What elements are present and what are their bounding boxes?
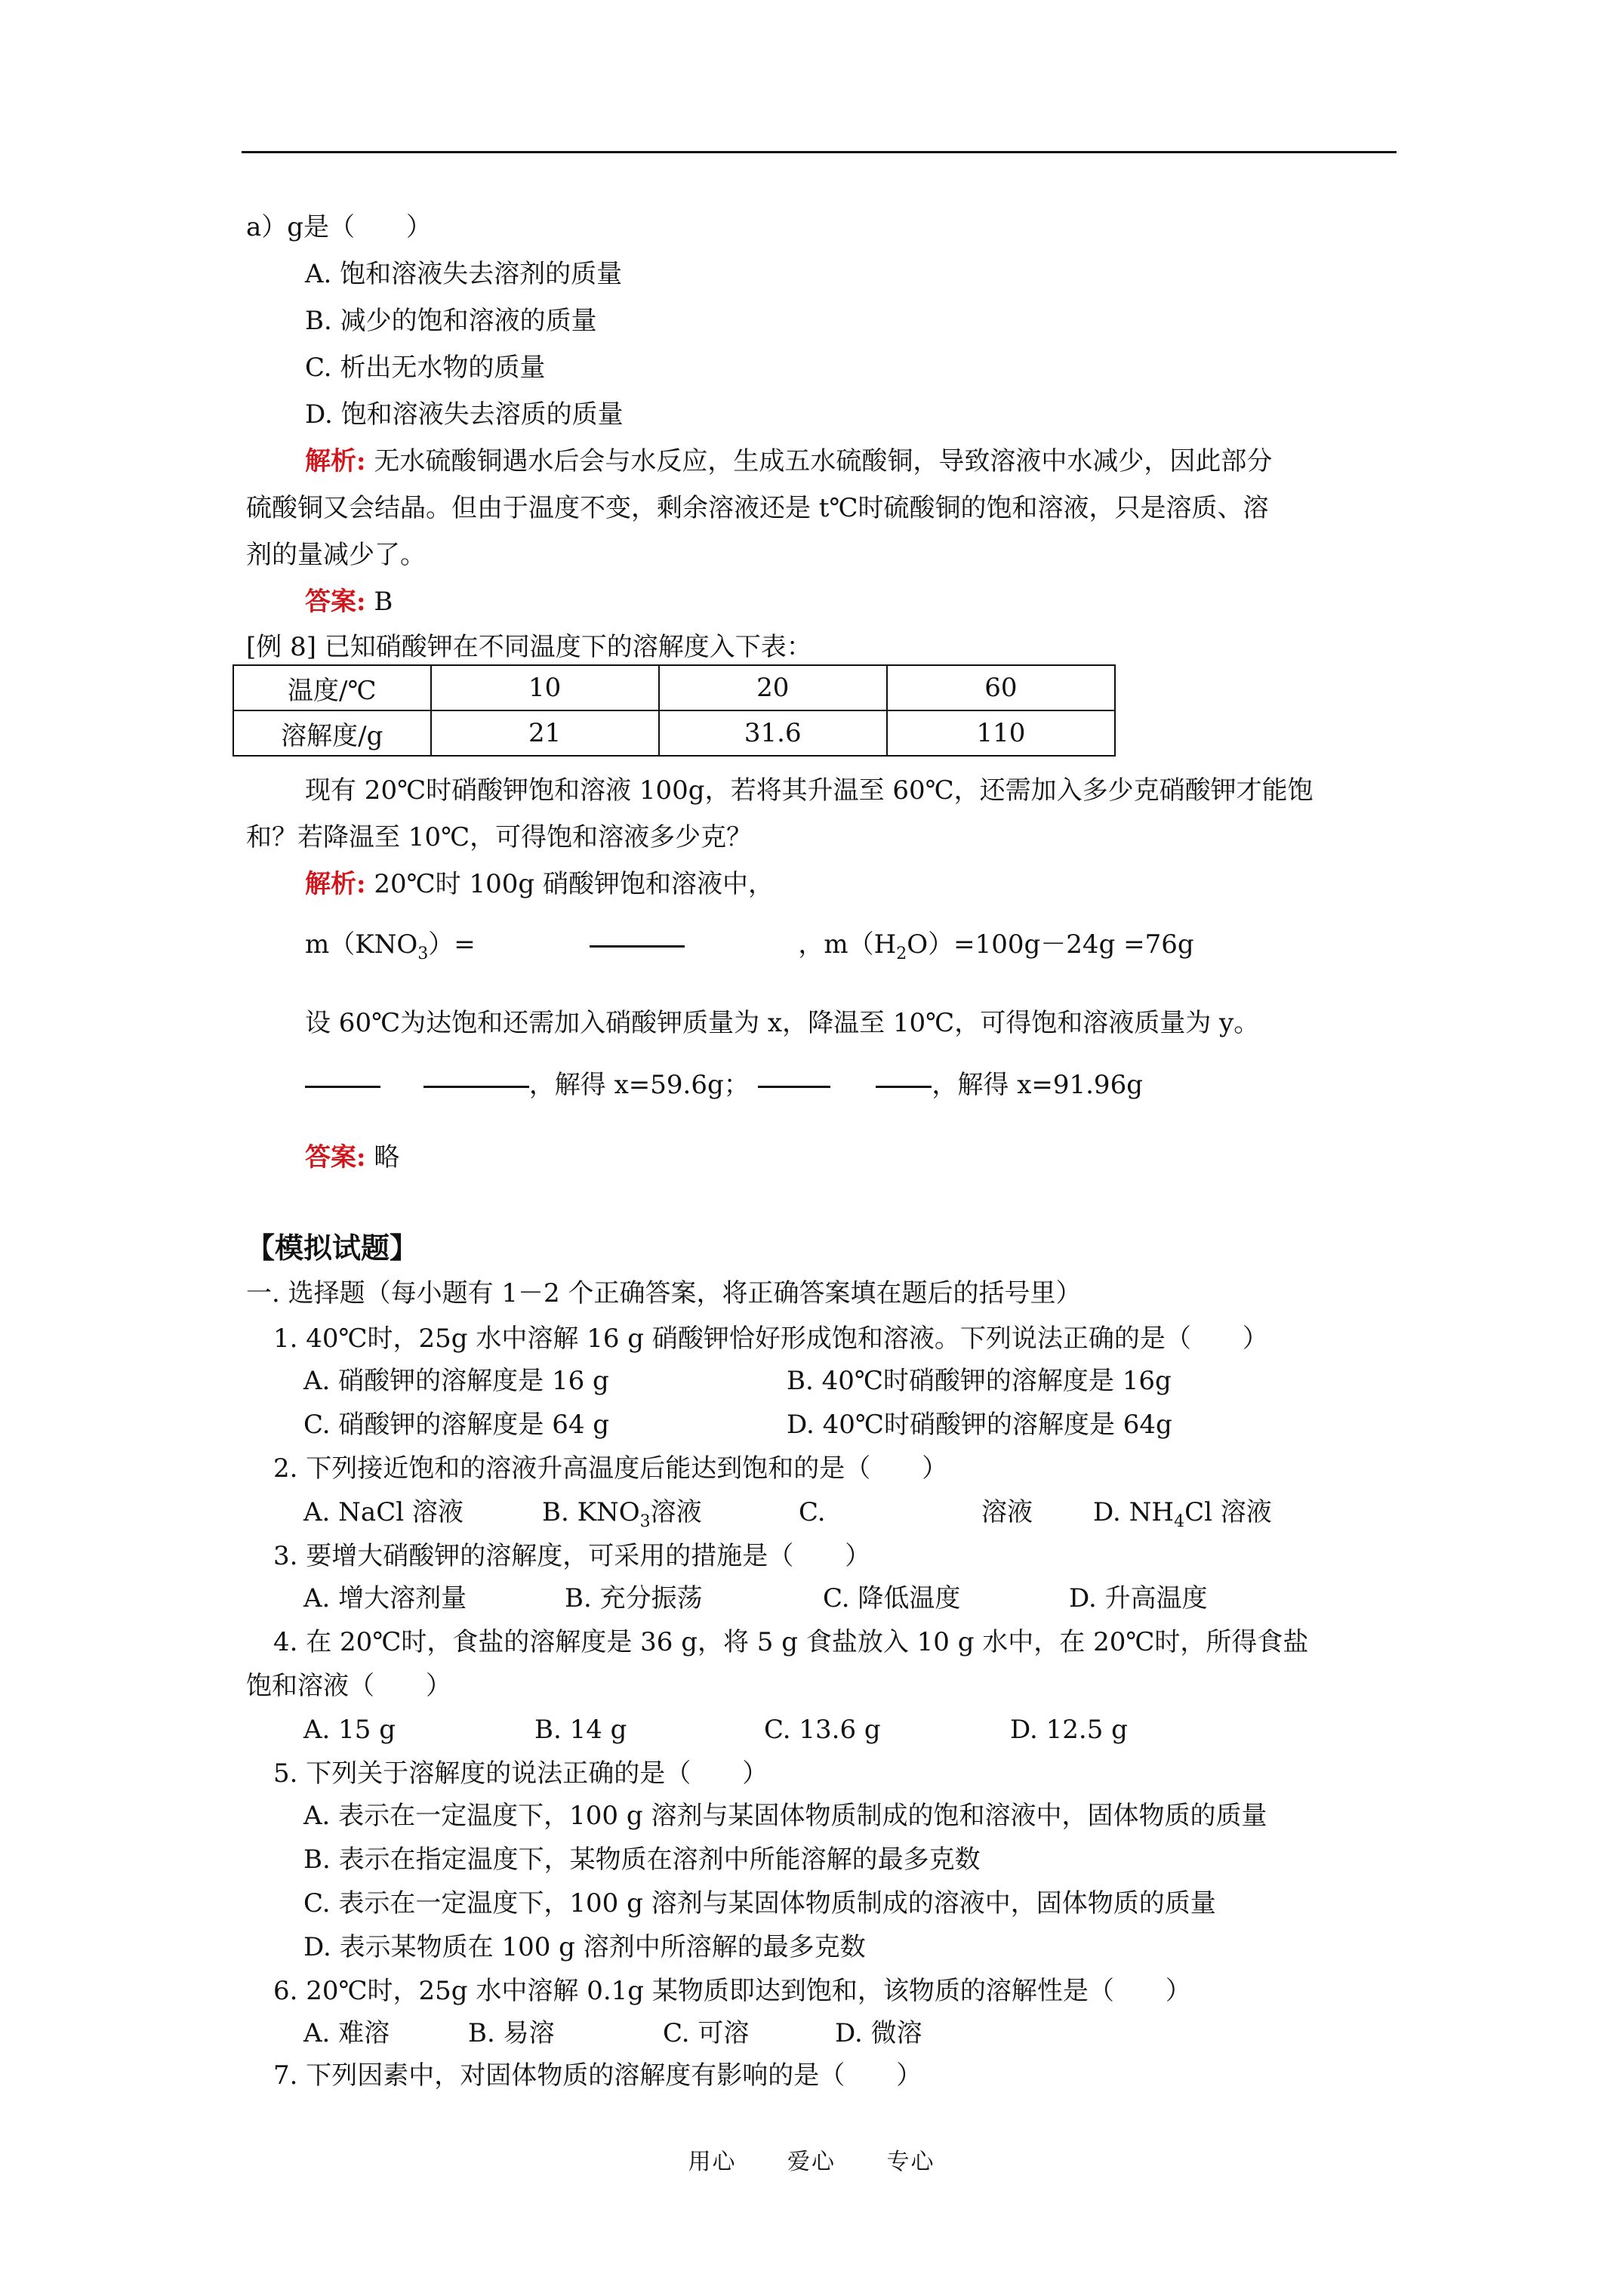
example-title: [例 8] 已知硝酸钾在不同温度下的溶解度入下表： [246,632,812,662]
q3-option-d: D. 升高温度 [1069,1583,1208,1613]
q6-option-d: D. 微溶 [835,2018,922,2048]
analysis-label: 解析: [305,869,366,899]
option-a: A. 饱和溶液失去溶剂的质量 [305,259,623,289]
q4-option-d: D. 12.5 g [1010,1715,1128,1745]
setup-line: 设 60℃为达饱和还需加入硝酸钾质量为 x，降温至 10℃，可得饱和溶液质量为 y。 [305,1008,1260,1038]
q3-option-c: C. 降低温度 [823,1583,961,1613]
header-rule [242,151,1397,153]
footer-text: 专心 [886,2149,935,2175]
analysis-intro: 20℃时 100g 硝酸钾饱和溶液中， [374,869,774,899]
table-row [233,710,1115,756]
q5-option-c: C. 表示在一定温度下，100 g 溶剂与某固体物质制成的溶液中，固体物质的质量 [303,1888,1216,1918]
table-cell: 110 [887,710,1115,756]
example-question-1: 现有 20℃时硝酸钾饱和溶液 100g，若将其升温至 60℃，还需加入多少克硝酸钾才能饱 [305,775,1313,806]
q2-option-a: A. NaCl 溶液 [303,1497,463,1527]
q6-option-b: B. 易溶 [468,2018,555,2048]
table-cell: 60 [887,665,1115,710]
q5-option-d: D. 表示某物质在 100 g 溶剂中所溶解的最多克数 [303,1932,866,1962]
answer-label: 答案: [305,1142,366,1173]
analysis-text-1: 无水硫酸铜遇水后会与水反应，生成五水硫酸铜，导致溶液中水减少，因此部分 [374,446,1273,476]
fraction-bar [758,1086,830,1088]
q6-option-c: C. 可溶 [663,2018,750,2048]
q6-option-a: A. 难溶 [303,2018,390,2048]
q2-option-d: D. $NH_4Cl$ 溶液 [1093,1497,1272,1531]
answer-value: 略 [374,1142,400,1173]
question-4-line-1: 4. 在 20℃时，食盐的溶解度是 36 g，将 5 g 食盐放入 10 g 水中，在 20℃时，所得食盐 [273,1627,1309,1657]
fraction-bar [590,945,685,948]
answer-value: B [374,587,393,617]
option-b: B. 减少的饱和溶液的质量 [305,306,597,336]
q4-option-c: C. 13.6 g [764,1715,881,1745]
question-7: 7. 下列因素中，对固体物质的溶解度有影响的是（ ） [273,2060,922,2091]
example-analysis [305,868,774,900]
table-cell: 10 [431,665,659,710]
q1-option-b: B. 40℃时硝酸钾的溶解度是 16g [787,1366,1172,1396]
example-answer [305,1142,399,1173]
analysis-paragraph-1 [305,445,1272,477]
q4-option-a: A. 15 g [303,1715,396,1745]
q3-option-b: B. 充分振荡 [565,1583,703,1613]
question-2: 2. 下列接近饱和的溶液升高温度后能达到饱和的是（ ） [273,1453,948,1484]
question-6: 6. 20℃时，25g 水中溶解 0.1g 某物质即达到饱和，该物质的溶解性是（ ） [273,1976,1191,2006]
answer-label: 答案: [305,587,366,617]
question-5: 5. 下列关于溶解度的说法正确的是（ ） [273,1758,768,1789]
q1-option-d: D. 40℃时硝酸钾的溶解度是 64g [787,1410,1172,1440]
analysis-label: 解析: [305,446,366,476]
analysis-text-2: 硫酸铜又会结晶。但由于温度不变，剩余溶液还是 t℃时硫酸铜的饱和溶液，只是溶质、溶 [246,493,1269,523]
solve-line: ，解得 x=59.6g； ，解得 x=91.96g [305,1069,1143,1101]
footer-text: 爱心 [787,2149,836,2175]
q4-option-b: B. 14 g [534,1715,627,1745]
table-cell: 20 [659,665,887,710]
q5-option-b: B. 表示在指定温度下，某物质在溶剂中所能溶解的最多克数 [303,1845,981,1875]
solubility-table [233,664,1116,757]
answer-line [305,586,393,618]
analysis-text-3: 剂的量减少了。 [246,540,426,570]
q5-option-a: A. 表示在一定温度下，100 g 溶剂与某固体物质制成的饱和溶液中，固体物质的质量 [303,1801,1267,1831]
question-1: 1. 40℃时，25g 水中溶解 16 g 硝酸钾恰好形成饱和溶液。下列说法正确的是（ ） [273,1324,1268,1354]
q2-option-c: C. [799,1497,826,1527]
question-3: 3. 要增大硝酸钾的溶解度，可采用的措施是（ ） [273,1541,871,1571]
table-row [233,665,1115,710]
q1-option-a: A. 硝酸钾的溶解度是 16 g [303,1366,609,1396]
option-c: C. 析出无水物的质量 [305,353,546,383]
footer-text: 用心 [688,2149,737,2175]
page-footer [0,2143,1623,2176]
option-d: D. 饱和溶液失去溶质的质量 [305,399,624,430]
fraction-bar [305,1086,380,1088]
table-cell: 31.6 [659,710,887,756]
fraction-bar [876,1086,932,1088]
example-question-2: 和？若降温至 10℃，可得饱和溶液多少克？ [246,822,753,852]
q3-option-a: A. 增大溶剂量 [303,1583,467,1613]
q1-option-c: C. 硝酸钾的溶解度是 64 g [303,1410,610,1440]
section-heading: 一. 选择题（每小题有 1－2 个正确答案，将正确答案填在题后的括号里） [246,1278,1082,1308]
fraction-bar [423,1086,529,1088]
q2-option-b: B. $KNO_3$溶液 [542,1497,702,1531]
table-cell: 溶解度/g [233,710,431,756]
table-cell: 温度/℃ [233,665,431,710]
table-cell: 21 [431,710,659,756]
question-4-line-2: 饱和溶液（ ） [246,1671,451,1701]
q2-option-c-tail: 溶液 [981,1497,1033,1527]
question-stem-tail: a）g是（ ） [246,212,433,242]
formula-line: $m(KNO_3)=$ ，$m(H_2O)=100g-24g =76g$ [305,929,1194,963]
section-title: 【模拟试题】 [246,1231,419,1265]
